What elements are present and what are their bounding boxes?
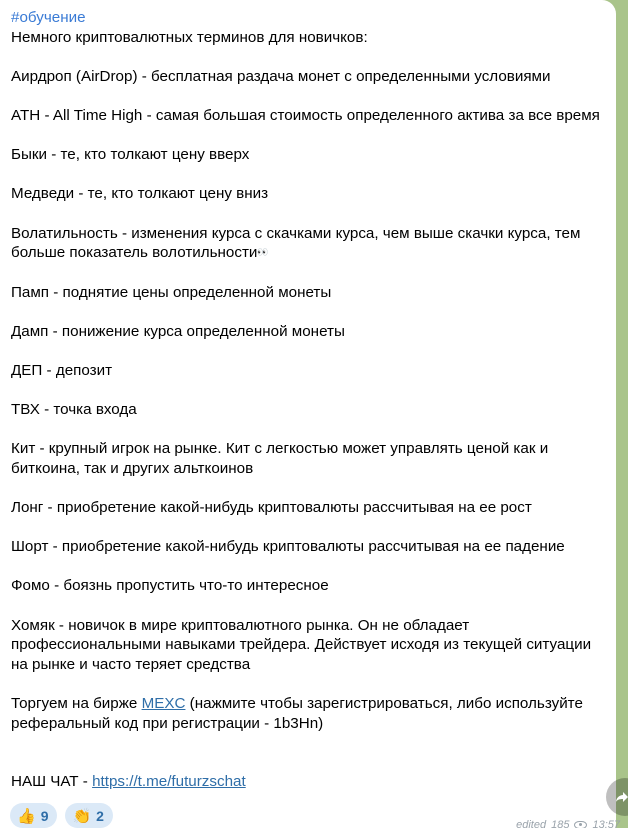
eyes-emoji-icon: 👀 [257, 247, 268, 258]
views-count: 185 [551, 819, 570, 828]
reaction-thumbs-up[interactable] [10, 803, 57, 828]
term-hamster-line3: на рынке и часто теряет средства [11, 655, 251, 673]
term-bulls: Быки - те, кто толкают цену вверх [11, 146, 250, 164]
term-pump: Памп - поднятие цены определенной монеты [11, 283, 332, 301]
reaction-count: 2 [96, 807, 104, 824]
term-short: Шорт - приобретение какой-нибудь криптовалюты рассчитывая на ее падение [11, 538, 565, 556]
term-ath: ATH - All Time High - самая большая стоимость определенного актива за все время [11, 106, 600, 124]
trade-suffix: (нажмите чтобы зарегистрироваться, либо используйте [185, 694, 583, 712]
term-tvh: ТВХ - точка входа [11, 401, 137, 419]
reaction-clap[interactable] [65, 803, 112, 828]
term-volatility-line2 [11, 243, 604, 263]
chat-link[interactable]: https://t.me/futurzschat [92, 773, 246, 791]
term-dep: ДЕП - депозит [11, 361, 113, 379]
clapping-hands-icon: 👏 [72, 807, 92, 825]
chat-prefix: НАШ ЧАТ - [11, 773, 93, 791]
mexc-link[interactable]: MEXC [141, 694, 186, 712]
reaction-count: 9 [40, 807, 49, 824]
thumbs-up-icon: 👍 [17, 807, 36, 825]
term-whale-line2: биткоина, так и других альткоинов [11, 459, 254, 477]
term-airdrop: Аирдроп (AirDrop) - бесплатная раздача монет с определенными условиями [11, 67, 551, 85]
term-hamster-line2: профессиональными навыками трейдера. Действует исходя из текущей ситуации [11, 636, 592, 654]
message-meta [516, 819, 620, 828]
trade-line2: реферальный код при регистрации - 1b3Hn) [11, 714, 324, 732]
chat-line [11, 772, 604, 792]
hashtag-link[interactable]: #обучение [11, 9, 86, 26]
term-long: Лонг - приобретение какой-нибудь криптовалюты рассчитывая на ее рост [11, 499, 532, 517]
term-fomo: Фомо - боязнь пропустить что-то интересное [11, 577, 329, 595]
edited-label: edited [516, 819, 547, 828]
term-volatility-line1: Волатильность - изменения курса с скачками курса, чем выше скачки курса, тем [11, 224, 581, 242]
forward-arrow-icon [615, 790, 628, 804]
trade-prefix: Торгуем на бирже [11, 694, 142, 712]
term-whale-line1: Кит - крупный игрок на рынке. Кит с легкостью может управлять ценой как и [11, 440, 549, 458]
volatility-text: больше показатель волотильности [11, 244, 258, 262]
message-time: 13:57 [592, 819, 620, 828]
trade-line1 [11, 694, 604, 714]
term-bears: Медведи - те, кто толкают цену вниз [11, 185, 269, 203]
message-intro: Немного криптовалютных терминов для новичков: [11, 28, 368, 46]
reactions-bar [10, 803, 113, 828]
views-eye-icon [574, 821, 587, 828]
term-hamster-line1: Хомяк - новичок в мире криптовалютного рынка. Он не обладает [11, 616, 470, 634]
term-dump: Дамп - понижение курса определенной монеты [11, 322, 345, 340]
